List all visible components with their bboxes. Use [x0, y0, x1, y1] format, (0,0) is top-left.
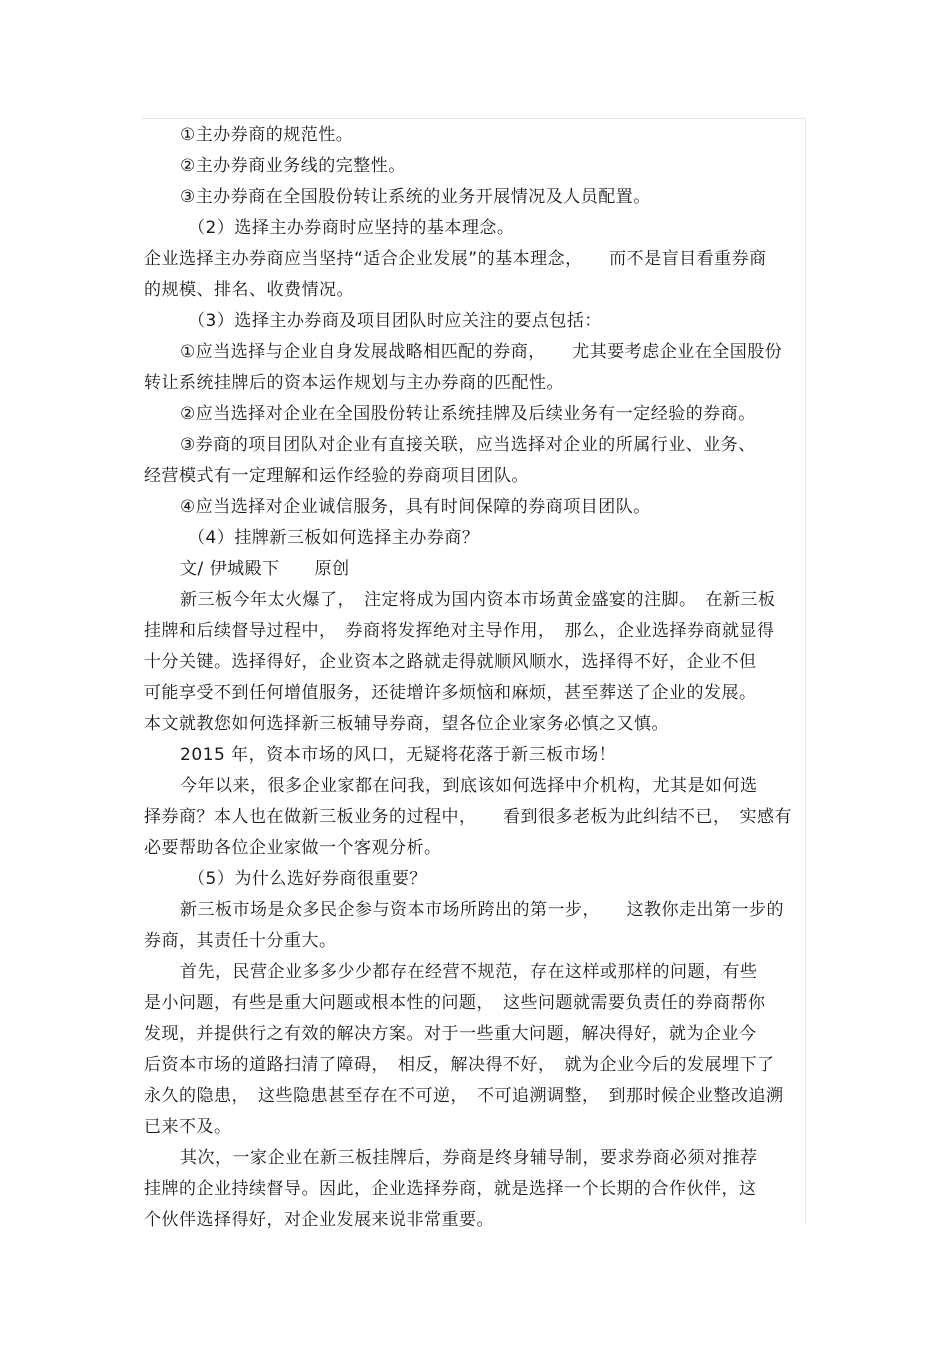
byline: 文/ 伊城殿下 原创 — [180, 559, 350, 579]
paragraph-line: 十分关键。选择得好，企业资本之路就走得就顺风顺水，选择得不好，企业不但 — [144, 652, 757, 672]
paragraph-line: 转让系统挂牌后的资本运作规划与主办券商的匹配性。 — [144, 373, 564, 393]
section-heading-5: （5）为什么选好券商很重要？ — [188, 869, 427, 889]
paragraph-line: 永久的隐患， 这些隐患甚至存在不可逆， 不可追溯调整， 到那时候企业整改追溯 — [144, 1086, 784, 1106]
paragraph-line: 其次，一家企业在新三板挂牌后，券商是终身辅导制，要求券商必须对推荐 — [180, 1148, 758, 1168]
paragraph-line: 挂牌和后续督导过程中， 券商将发挥绝对主导作用， 那么，企业选择券商就显得 — [144, 621, 775, 641]
section-heading-4: （4）挂牌新三板如何选择主办券商？ — [188, 528, 480, 548]
paragraph-line: 择券商？本人也在做新三板业务的过程中， 看到很多老板为此纠结不已， 实感有 — [144, 807, 792, 827]
paragraph-line: 新三板今年太火爆了， 注定将成为国内资本市场黄金盛宴的注脚。 在新三板 — [180, 590, 776, 610]
paragraph-line: 已来不及。 — [144, 1117, 232, 1137]
paragraph-line: 本文就教您如何选择新三板辅导券商，望各位企业家务必慎之又慎。 — [144, 714, 669, 734]
paragraph-line: 的规模、排名、收费情况。 — [144, 280, 354, 300]
paragraph-line: 经营模式有一定理解和运作经验的券商项目团队。 — [144, 466, 529, 486]
list-item-2: ②主办券商业务线的完整性。 — [180, 156, 406, 176]
section-heading-3: （3）选择主办券商及项目团队时应关注的要点包括： — [188, 311, 602, 331]
paragraph-line: 券商，其责任十分重大。 — [144, 931, 337, 951]
paragraph-line: 2015 年，资本市场的风口，无疑将花落于新三板市场！ — [180, 745, 617, 765]
paragraph-line: 首先，民营企业多多少少都存在经营不规范，存在这样或那样的问题，有些 — [180, 962, 758, 982]
paragraph-line: 必要帮助各位企业家做一个客观分析。 — [144, 838, 442, 858]
list-item-1: ①应当选择与企业自身发展战略相匹配的券商， 尤其要考虑企业在全国股份 — [180, 342, 783, 362]
paragraph-line: 可能享受不到任何增值服务，还徒增许多烦恼和麻烦，甚至葬送了企业的发展。 — [144, 683, 757, 703]
paragraph-line: 个伙伴选择得好，对企业发展来说非常重要。 — [144, 1210, 494, 1230]
paragraph-line: 企业选择主办券商应当坚持“适合企业发展”的基本理念， 而不是盲目看重券商 — [144, 249, 767, 269]
paragraph-line: 挂牌的企业持续督导。因此，企业选择券商，就是选择一个长期的合作伙伴，这 — [144, 1179, 757, 1199]
list-item-3: ③主办券商在全国股份转让系统的业务开展情况及人员配置。 — [180, 187, 651, 207]
list-item-3: ③券商的项目团队对企业有直接关联，应当选择对企业的所属行业、业务、 — [180, 435, 756, 455]
list-item-4: ④应当选择对企业诚信服务，具有时间保障的券商项目团队。 — [180, 497, 651, 517]
paragraph-line: 发现，并提供行之有效的解决方案。对于一些重大问题，解决得好，就为企业今 — [144, 1024, 757, 1044]
paragraph-line: 新三板市场是众多民企参与资本市场所跨出的第一步， 这教你走出第一步的 — [180, 900, 784, 920]
paragraph-line: 后资本市场的道路扫清了障碍， 相反，解决得不好， 就为企业今后的发展埋下了 — [144, 1055, 775, 1075]
paragraph-line: 今年以来，很多企业家都在问我，到底该如何选择中介机构，尤其是如何选 — [180, 776, 758, 796]
section-heading-2: （2）选择主办券商时应坚持的基本理念。 — [188, 218, 515, 238]
list-item-2: ②应当选择对企业在全国股份转让系统挂牌及后续业务有一定经验的券商。 — [180, 404, 756, 424]
paragraph-line: 是小问题，有些是重大问题或根本性的问题， 这些问题就需要负责任的券商帮你 — [144, 993, 766, 1013]
list-item-1: ①主办券商的规范性。 — [180, 125, 354, 145]
document-body — [144, 120, 806, 1236]
